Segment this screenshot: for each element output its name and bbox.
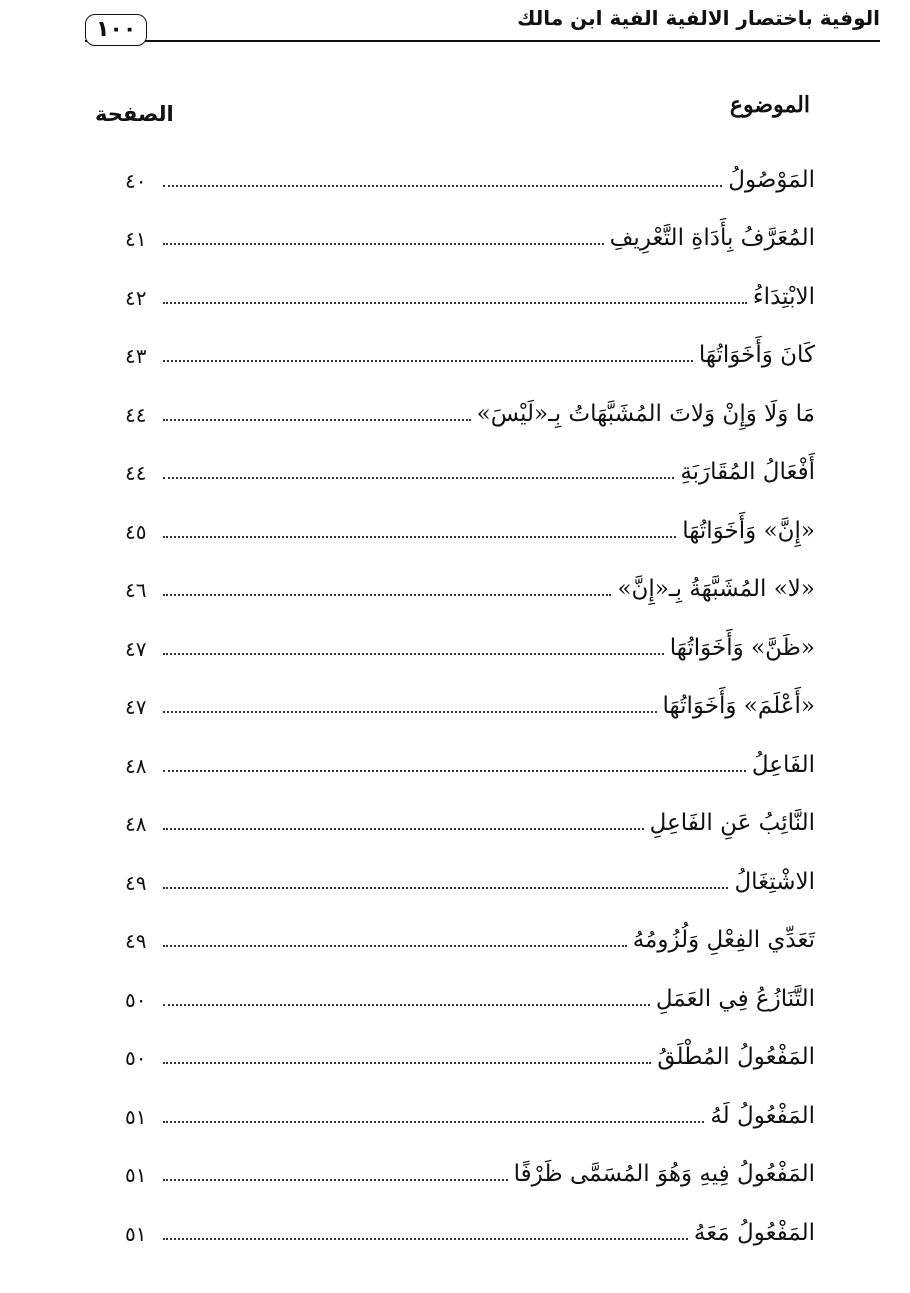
column-headings <box>95 92 810 128</box>
toc-entry-title: أَفْعَالُ المُقَارَبَةِ <box>680 459 815 485</box>
dot-leader <box>163 945 627 947</box>
toc-entry-title: الفَاعِلُ <box>751 751 815 778</box>
toc-entry <box>125 374 815 433</box>
toc-entry-page: ٤٧ <box>125 695 147 719</box>
toc-entry-page: ٤٢ <box>125 285 147 310</box>
toc-entry-page: ٥١ <box>125 1163 147 1187</box>
dot-leader <box>163 653 664 655</box>
table-of-contents <box>125 140 815 1252</box>
toc-entry-page: ٤٤ <box>125 402 147 427</box>
toc-entry-page: ٤١ <box>125 227 147 251</box>
book-title: الوفية باختصار الالفية الفية ابن مالك <box>517 6 880 30</box>
toc-entry-page: ٤٨ <box>125 753 147 778</box>
dot-leader <box>163 360 693 362</box>
page-column-heading: الصفحة <box>95 102 174 126</box>
dot-leader <box>163 419 471 421</box>
toc-entry <box>125 1135 815 1194</box>
toc-entry-title: المَوْصُولُ <box>728 166 815 193</box>
toc-entry <box>125 1193 815 1252</box>
toc-entry <box>125 1018 815 1077</box>
toc-entry <box>125 433 815 492</box>
toc-entry-title: المَفْعُولُ مَعَهُ <box>693 1219 815 1246</box>
running-header <box>85 0 880 48</box>
toc-entry-title: المُعَرَّفُ بِأَدَاةِ التَّعْرِيفِ <box>609 225 815 251</box>
toc-entry <box>125 901 815 960</box>
toc-entry-page: ٤٩ <box>125 929 147 953</box>
toc-entry <box>125 550 815 609</box>
toc-entry-title: «إِنَّ» وَأَخَوَاتُهَا <box>682 517 815 544</box>
dot-leader <box>163 1179 508 1181</box>
toc-entry-page: ٤٣ <box>125 344 147 368</box>
toc-entry-page: ٤٧ <box>125 636 147 661</box>
toc-entry-title: «ظَنَّ» وَأَخَوَاتُهَا <box>669 634 815 661</box>
toc-entry-title: «لا» المُشَبَّهَةُ بِـ«إِنَّ» <box>617 576 815 602</box>
toc-entry-page: ٤٠ <box>125 168 147 193</box>
toc-entry-page: ٥٠ <box>125 1046 147 1070</box>
toc-entry-title: المَفْعُولُ لَهُ <box>710 1102 815 1129</box>
toc-entry-title: تَعَدِّي الفِعْلِ وَلُزُومُهُ <box>632 927 815 953</box>
dot-leader <box>163 887 728 889</box>
dot-leader <box>163 477 674 479</box>
toc-entry <box>125 491 815 550</box>
toc-entry-page: ٥١ <box>125 1104 147 1129</box>
toc-entry <box>125 842 815 901</box>
toc-entry-title: المَفْعُولُ فِيهِ وَهُوَ المُسَمَّى ظَرْفًا <box>513 1161 815 1187</box>
toc-entry-page: ٤٥ <box>125 519 147 544</box>
dot-leader <box>163 536 676 538</box>
toc-entry-page: ٤٤ <box>125 461 147 485</box>
toc-entry-title: التَّنَازُعُ فِي العَمَلِ <box>655 985 815 1012</box>
toc-entry <box>125 784 815 843</box>
toc-entry <box>125 140 815 199</box>
dot-leader <box>163 1238 688 1240</box>
toc-entry-title: مَا وَلَا وَإِنْ وَلاتَ المُشَبَّهَاتُ بِـ«لَيْسَ» <box>476 400 815 427</box>
dot-leader <box>163 594 611 596</box>
toc-entry <box>125 1076 815 1135</box>
dot-leader <box>163 185 722 187</box>
toc-entry <box>125 725 815 784</box>
toc-entry-page: ٤٩ <box>125 870 147 895</box>
toc-entry <box>125 199 815 258</box>
dot-leader <box>163 302 747 304</box>
dot-leader <box>163 711 657 713</box>
dot-leader <box>163 243 604 245</box>
toc-entry-page: ٤٨ <box>125 812 147 836</box>
header-rule <box>85 40 880 42</box>
topic-column-heading: الموضوع <box>729 92 810 118</box>
toc-entry-title: كَانَ وَأَخَوَاتُهَا <box>698 342 815 368</box>
page-number: ١٠٠ <box>85 14 147 46</box>
toc-entry-title: الاشْتِغَالُ <box>734 868 815 895</box>
toc-entry <box>125 667 815 726</box>
toc-entry-title: المَفْعُولُ المُطْلَقُ <box>657 1044 815 1070</box>
toc-entry <box>125 316 815 375</box>
dot-leader <box>163 1062 651 1064</box>
dot-leader <box>163 770 746 772</box>
toc-entry-title: النَّائِبُ عَنِ الفَاعِلِ <box>649 810 815 836</box>
toc-entry-page: ٥١ <box>125 1221 147 1246</box>
toc-entry-title: «أَعْلَمَ» وَأَخَوَاتُهَا <box>662 693 815 719</box>
dot-leader <box>163 1121 704 1123</box>
toc-entry-page: ٥٠ <box>125 987 147 1012</box>
toc-entry <box>125 959 815 1018</box>
dot-leader <box>163 1004 650 1006</box>
toc-entry-page: ٤٦ <box>125 578 147 602</box>
toc-entry <box>125 608 815 667</box>
dot-leader <box>163 828 644 830</box>
toc-entry-title: الابْتِدَاءُ <box>752 283 815 310</box>
toc-entry <box>125 257 815 316</box>
